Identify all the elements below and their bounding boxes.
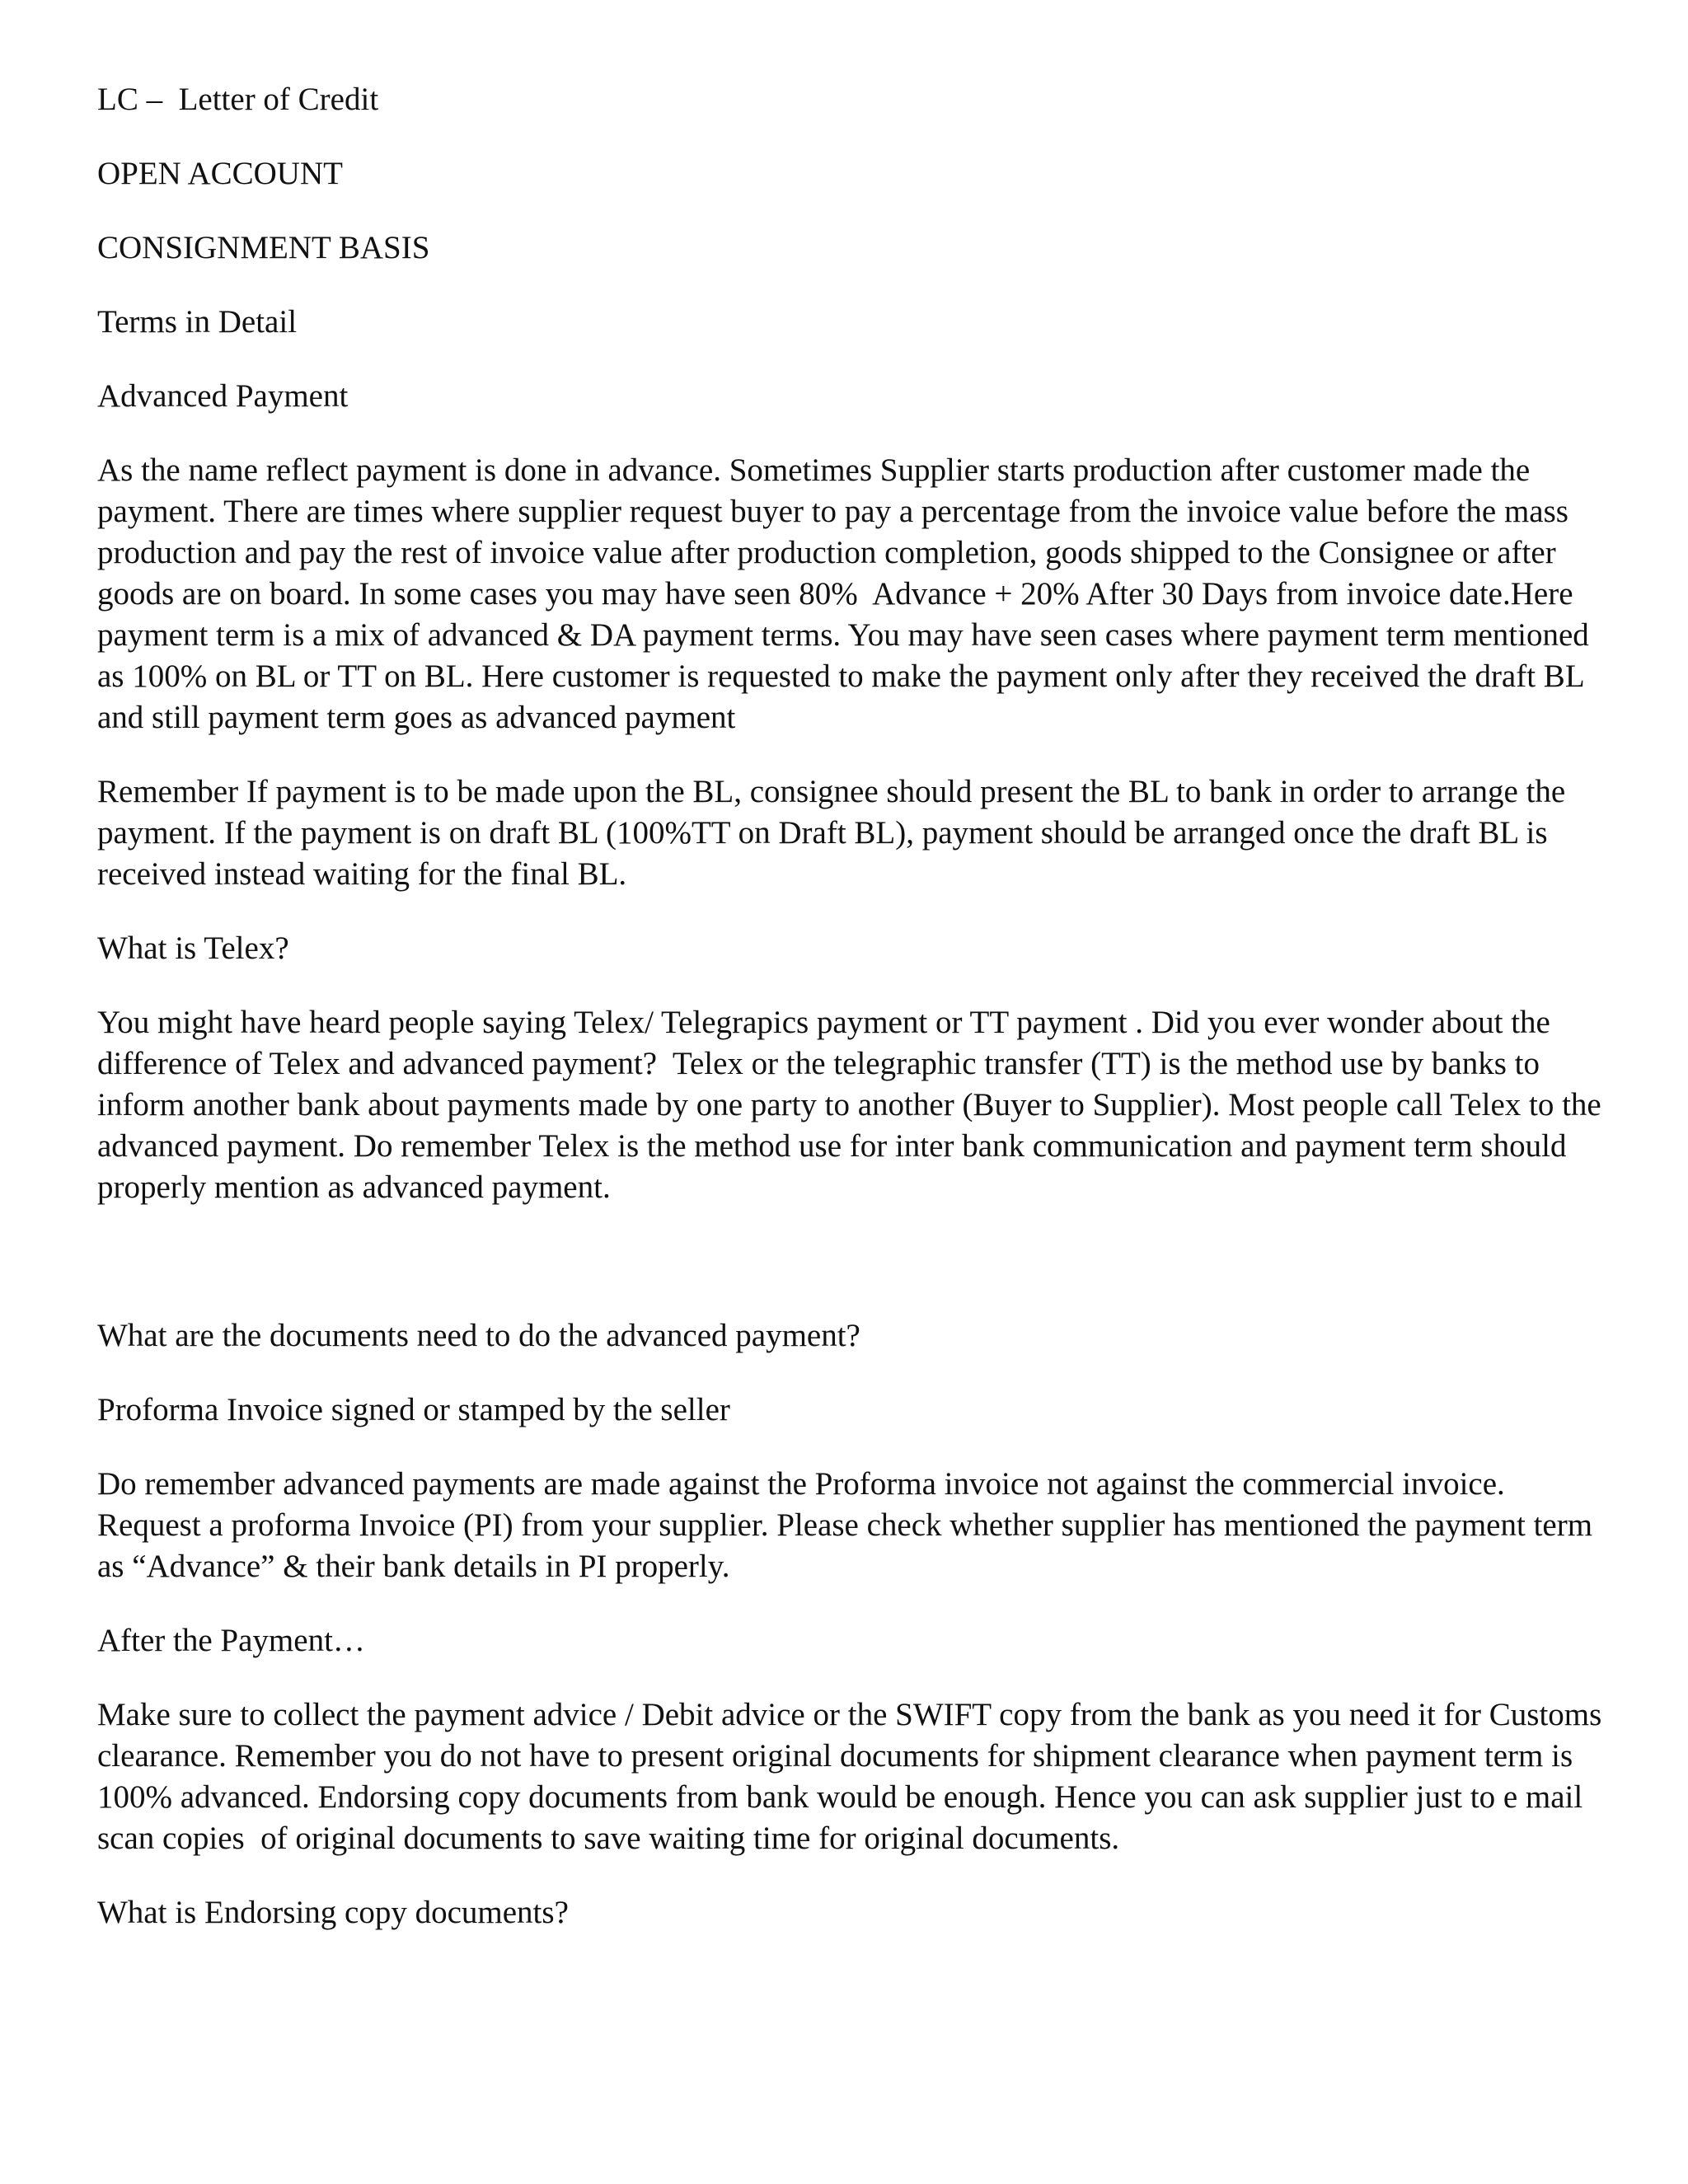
heading-documents-question: What are the documents need to do the advanced payment? (97, 1318, 860, 1353)
paragraph-proforma: Do remember advanced payments are made against the Proforma invoice not against the commercial invoice. Request a proforma Invoice (PI) from your supplier. Please check whether supplier has mentioned the payment term as “Advance” & their bank details in PI properly. (97, 1466, 1601, 1584)
heading-lc: LC – Letter of Credit (97, 82, 379, 117)
heading-advanced-payment: Advanced Payment (97, 378, 349, 414)
paragraph-advance-intro: As the name reflect payment is done in advance. Sometimes Supplier starts production after customer made the payment. There are times where supplier request buyer to pay a percentage from the invoice value before the mass production and pay the rest of invoice value after production completion, goods shipped to the Consignee or after goods are on board. In some cases you may have seen 80% Advance + 20% After 30 Days from invoice date.Here payment term is a mix of advanced & DA payment terms. You may have seen cases where payment term mentioned as 100% on BL or TT on BL. Here customer is requested to make the payment only after they received the draft BL and still payment term goes as advanced payment (97, 452, 1597, 735)
heading-open-account: OPEN ACCOUNT (97, 156, 343, 191)
heading-endorsing-question: What is Endorsing copy documents? (97, 1895, 569, 1930)
paragraph-remember-bl: Remember If payment is to be made upon the BL, consignee should present the BL to bank in order to arrange the payment. If the payment is on draft BL (100%TT on Draft BL), payment should be arranged once the draft BL is received instead waiting for the final BL. (97, 774, 1573, 892)
heading-what-is-telex: What is Telex? (97, 930, 289, 966)
line-proforma-invoice: Proforma Invoice signed or stamped by the seller (97, 1392, 730, 1427)
heading-consignment-basis: CONSIGNMENT BASIS (97, 230, 430, 265)
heading-terms-in-detail: Terms in Detail (97, 304, 298, 340)
paragraph-telex: You might have heard people saying Telex/ Telegrapics payment or TT payment . Did you ever wonder about the difference of Telex and advanced payment? Telex or the telegraphic transfer (TT) is the method use by banks to inform another bank about payments made by one party to another (Buyer to Supplier). Most people call Telex to the advanced payment. Do remember Telex is the method use for inter bank communication and payment term should properly mention as advanced payment. (97, 1005, 1610, 1205)
heading-after-payment: After the Payment… (97, 1623, 365, 1658)
document-page (97, 79, 1611, 1966)
paragraph-after-payment: Make sure to collect the payment advice / Debit advice or the SWIFT copy from the bank as you need it for Customs clearance. Remember you do not have to present original documents for shipment clearance when payment term is 100% advanced. Endorsing copy documents from bank would be enough. Hence you can ask supplier just to e mail scan copies of original documents to save waiting time for original documents. (97, 1697, 1611, 1856)
